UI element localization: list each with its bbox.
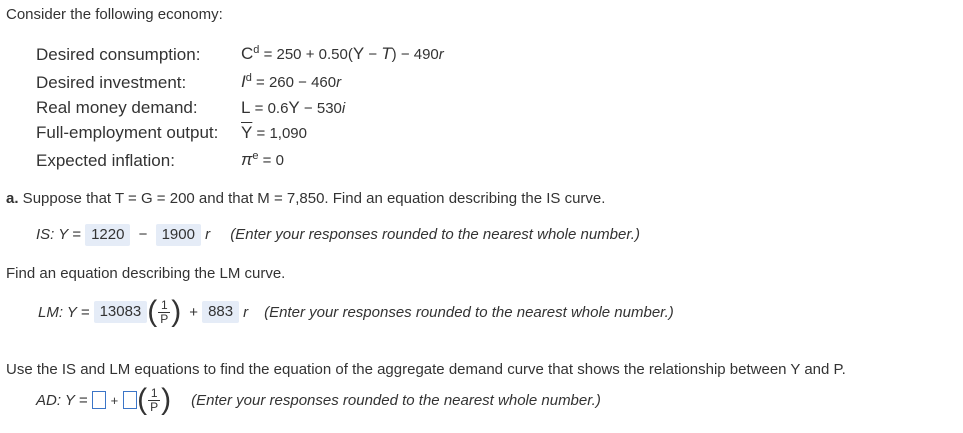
ad-coefficient-input[interactable] bbox=[123, 391, 137, 409]
investment-label: Desired investment: bbox=[36, 73, 187, 92]
money-demand-label: Real money demand: bbox=[36, 98, 198, 117]
one-over-p-fraction: $\frac{1}{P}$ bbox=[160, 297, 169, 326]
consumption-equation: $C^d = 250 + 0.50(Y - T) - 490r$ bbox=[241, 44, 444, 63]
ad-equation-row bbox=[36, 385, 601, 415]
consumption-label: Desired consumption: bbox=[36, 45, 201, 64]
money-demand-equation: L = 0.6Y − 530i bbox=[241, 98, 346, 117]
left-paren: ( bbox=[147, 295, 158, 328]
is-prefix: IS: Y = bbox=[36, 226, 81, 243]
ad-prefix: AD: Y = bbox=[36, 391, 88, 409]
investment-equation: $I^d = 260 - 460r$ bbox=[241, 72, 342, 91]
intro-text: Consider the following economy: bbox=[6, 6, 223, 23]
ad-constant-input[interactable] bbox=[92, 391, 106, 409]
lm-equation-row bbox=[38, 297, 674, 327]
ad-plus: + bbox=[110, 392, 119, 408]
ad-prompt: Use the IS and LM equations to find the equation of the aggregate demand curve that shows the relationship between Y and P. bbox=[6, 361, 846, 378]
full-employment-equation: $\overline{Y} = 1,090$ bbox=[241, 123, 307, 142]
left-paren: ( bbox=[137, 383, 148, 416]
is-coefficient-answer[interactable]: 1900 bbox=[156, 224, 201, 246]
lm-prefix: LM: Y = bbox=[38, 303, 90, 321]
full-employment-label: Full-employment output: bbox=[36, 123, 219, 142]
lm-prompt: Find an equation describing the LM curve. bbox=[6, 265, 286, 282]
lm-hint: (Enter your responses rounded to the nearest whole number.) bbox=[264, 303, 674, 321]
lm-constant-answer[interactable]: 13083 bbox=[94, 301, 148, 323]
is-constant-answer[interactable]: 1220 bbox=[85, 224, 130, 246]
is-minus: − bbox=[138, 226, 148, 243]
is-hint: (Enter your responses rounded to the nearest whole number.) bbox=[230, 226, 640, 243]
lm-r: r bbox=[243, 303, 249, 321]
lm-plus: + bbox=[189, 303, 199, 321]
is-r: r bbox=[205, 226, 211, 243]
one-over-p-fraction: $\frac{1}{P}$ bbox=[150, 385, 159, 414]
right-paren: ) bbox=[161, 383, 172, 416]
is-equation-row bbox=[36, 224, 640, 246]
expected-inflation-equation: $\pi^e = 0$ bbox=[241, 150, 284, 169]
right-paren: ) bbox=[171, 295, 182, 328]
ad-hint: (Enter your responses rounded to the nearest whole number.) bbox=[191, 391, 601, 409]
lm-coefficient-answer[interactable]: 883 bbox=[202, 301, 239, 323]
part-a-question: a. Suppose that T = G = 200 and that M = 7,850. Find an equation describing the IS curve. bbox=[6, 190, 606, 207]
expected-inflation-label: Expected inflation: bbox=[36, 151, 175, 170]
